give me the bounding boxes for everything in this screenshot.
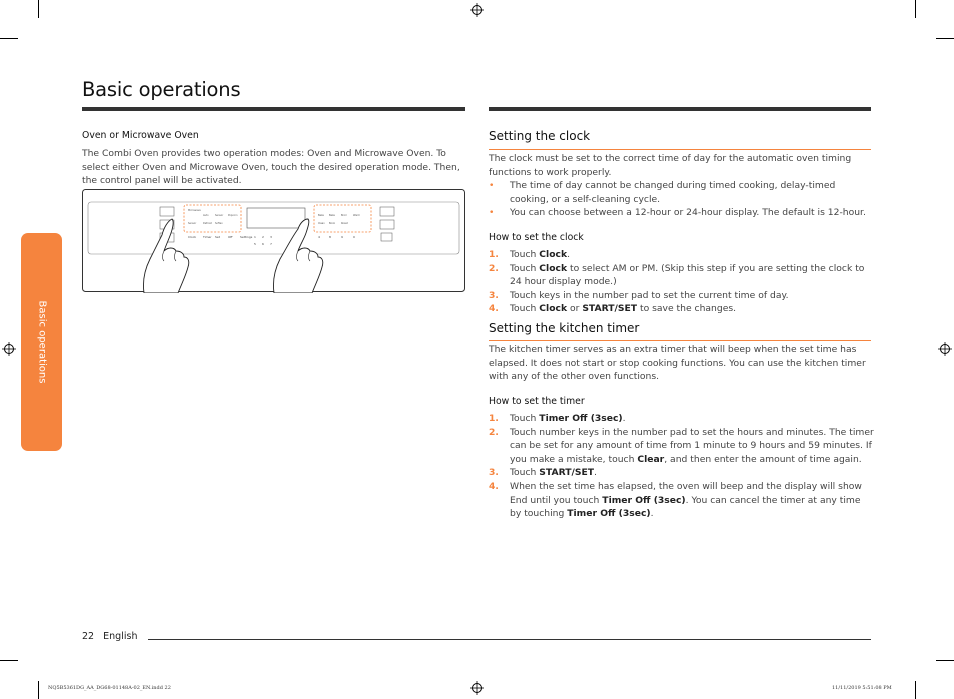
list-item: 1. Touch Timer Off (3sec). bbox=[489, 413, 626, 424]
svg-text:Book: Book bbox=[329, 222, 335, 225]
svg-text:Microwave: Microwave bbox=[188, 209, 201, 212]
footer-rule bbox=[148, 639, 871, 640]
svg-text:Settings: Settings bbox=[240, 235, 253, 239]
crop-mark bbox=[38, 681, 39, 699]
registration-mark-icon bbox=[2, 342, 16, 356]
svg-text:1: 1 bbox=[254, 235, 256, 239]
footer-language: English bbox=[103, 631, 138, 642]
svg-text:Roast: Roast bbox=[341, 222, 348, 225]
side-tab-label: Basic operations bbox=[36, 300, 47, 384]
registration-mark-icon bbox=[470, 681, 484, 695]
svg-text:Bake: Bake bbox=[318, 214, 324, 217]
svg-text:9: 9 bbox=[341, 235, 343, 239]
svg-text:4: 4 bbox=[318, 235, 320, 239]
list-item: 3. Touch keys in the number pad to set the current time of day. bbox=[489, 289, 789, 301]
svg-text:Off: Off bbox=[228, 235, 233, 239]
svg-text:Broil: Broil bbox=[341, 214, 347, 217]
page-number: 22 bbox=[82, 631, 95, 642]
subheading: How to set the clock bbox=[489, 232, 584, 243]
svg-text:Bake: Bake bbox=[329, 214, 335, 217]
list-item: 4. Touch Clock or START/SET to save the changes. bbox=[489, 303, 737, 315]
list-item: 1. Touch Clock. bbox=[489, 249, 570, 260]
page-footer bbox=[82, 631, 137, 642]
svg-text:3: 3 bbox=[270, 235, 272, 239]
timer-intro: The kitchen timer serves as an extra timer that will beep when the set time has elapsed. It does not start or stop cooking functions. You can use the kitchen timer with any of the other oven functions. bbox=[489, 344, 866, 383]
svg-text:Sensor: Sensor bbox=[188, 222, 197, 225]
crop-mark bbox=[0, 660, 18, 661]
clock-intro: The clock must be set to the correct time of day for the automatic oven timing functions to work properly. bbox=[489, 153, 852, 178]
list-item: 2. Touch number keys in the number pad to set the hours and minutes. The timer can be set for any amount of time from 1 minute to 9 hours and 59 minutes. If you make a mistake, touch Clear, and then enter the amount of time again. bbox=[489, 426, 874, 465]
section-side-tab bbox=[21, 233, 62, 451]
svg-text:Sensor: Sensor bbox=[215, 214, 224, 217]
crop-mark bbox=[38, 0, 39, 18]
list-item: • The time of day cannot be changed during timed cooking, delay-timed cooking, or a self-cleaning cycle. bbox=[489, 179, 874, 206]
svg-text:Warm: Warm bbox=[353, 214, 360, 217]
control-panel-illustration bbox=[82, 189, 466, 293]
subheading: How to set the timer bbox=[489, 396, 585, 407]
section-rule bbox=[489, 149, 871, 150]
svg-text:Popcorn: Popcorn bbox=[228, 214, 238, 217]
section-rule bbox=[489, 340, 871, 341]
svg-text:Auto: Auto bbox=[203, 214, 209, 217]
crop-mark bbox=[936, 38, 954, 39]
svg-text:Timer: Timer bbox=[203, 235, 212, 239]
list-item: 3. Touch START/SET. bbox=[489, 467, 597, 479]
timer-steps bbox=[489, 412, 874, 521]
print-timestamp: 11/11/2019 5:51:08 PM bbox=[832, 685, 892, 691]
registration-mark-icon bbox=[938, 342, 952, 356]
header-rule bbox=[82, 107, 465, 111]
crop-mark bbox=[0, 38, 18, 39]
header-rule bbox=[489, 107, 871, 111]
svg-text:5: 5 bbox=[254, 242, 256, 246]
clock-steps bbox=[489, 248, 874, 316]
svg-text:6: 6 bbox=[262, 242, 264, 246]
svg-text:8: 8 bbox=[329, 235, 331, 239]
crop-mark bbox=[936, 660, 954, 661]
registration-mark-icon bbox=[470, 3, 484, 17]
svg-text:0: 0 bbox=[353, 235, 355, 239]
section-heading: Oven or Microwave Oven bbox=[82, 130, 199, 141]
crop-mark bbox=[915, 681, 916, 699]
svg-text:Set: Set bbox=[215, 235, 220, 239]
svg-text:Clock: Clock bbox=[188, 235, 197, 239]
page-title: Basic operations bbox=[82, 78, 241, 101]
svg-text:7: 7 bbox=[270, 242, 272, 246]
clock-bullets bbox=[489, 179, 874, 220]
svg-text:Defrost: Defrost bbox=[203, 222, 212, 225]
section-title-clock: Setting the clock bbox=[489, 129, 591, 143]
list-item: • You can choose between a 12-hour or 24-hour display. The default is 12-hour. bbox=[489, 206, 874, 220]
svg-text:2: 2 bbox=[262, 235, 264, 239]
svg-text:Soften: Soften bbox=[215, 222, 223, 225]
print-slug: NQ5B5361DG_AA_DG68-01148A-02_EN.indd 22 bbox=[48, 685, 171, 691]
list-item: 2. Touch Clock to select AM or PM. (Skip this step if you are setting the clock to 24 hour display mode.) bbox=[489, 262, 865, 288]
svg-text:Clean: Clean bbox=[318, 222, 325, 225]
list-item: 4. When the set time has elapsed, the oven will beep and the display will show End until you touch Timer Off (3sec). You can cancel the timer at any time by touching Timer Off (3sec). bbox=[489, 480, 862, 520]
crop-mark bbox=[915, 0, 916, 18]
paragraph: The Combi Oven provides two operation modes: Oven and Microwave Oven. To select either Oven and Microwave Oven, touch the desired operation mode. Then, the control panel will be activated. bbox=[82, 148, 460, 187]
section-title-timer: Setting the kitchen timer bbox=[489, 321, 640, 335]
